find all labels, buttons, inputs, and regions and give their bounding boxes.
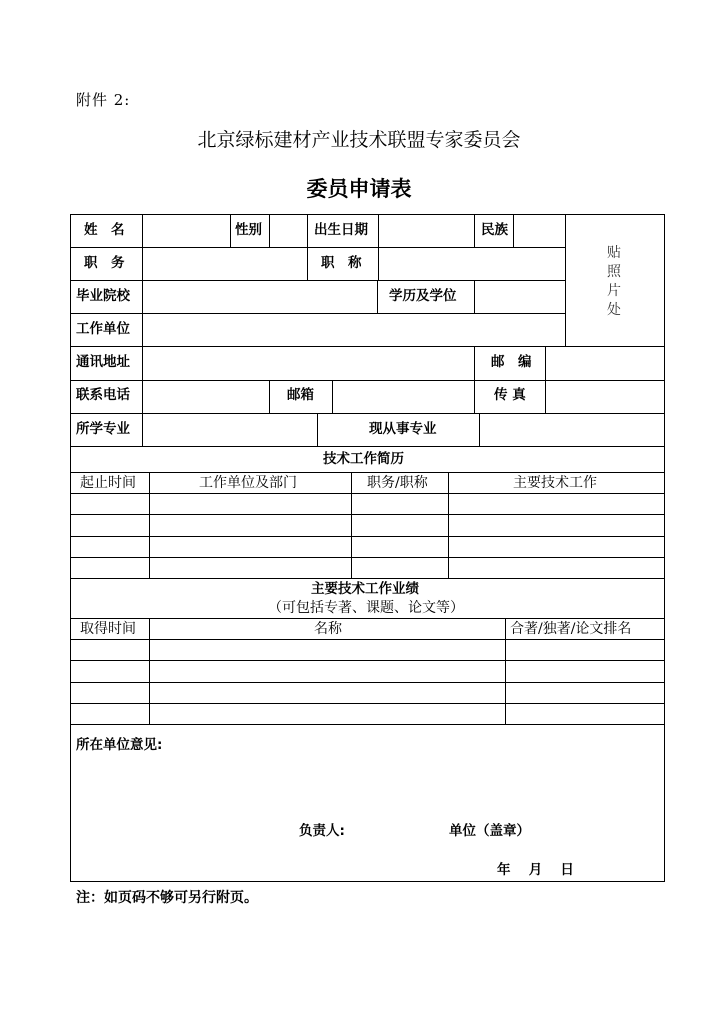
resume-col-unit: 工作单位及部门 [199,475,297,491]
photo-char: 照 [607,264,621,280]
attachment-label: 附件 2: [76,91,131,109]
table-rule-vertical [513,214,514,247]
table-rule-horizontal [70,313,565,314]
table-rule-horizontal [70,380,665,381]
table-rule-horizontal [70,578,665,579]
table-rule-vertical [269,380,270,413]
table-rule-vertical [142,346,143,446]
table-rule-horizontal [70,472,665,473]
table-rule-vertical [230,214,231,247]
photo-placeholder [599,244,629,320]
table-rule-vertical [351,472,352,578]
name-label: 姓 名 [84,222,125,238]
responsible-person-label: 负责人: [299,823,345,839]
birth-date-label: 出生日期 [314,222,368,238]
achievements-subheading: （可包括专著、课题、论文等） [268,600,464,616]
achievements-col-date: 取得时间 [80,621,136,637]
table-rule-vertical [377,280,378,313]
achievements-col-ranking: 合著/独著/论文排名 [510,621,632,637]
table-rule-horizontal [70,536,665,537]
table-rule-vertical [149,472,150,578]
table-rule-vertical [474,280,475,313]
table-rule-vertical [448,472,449,578]
resume-heading: 技术工作简历 [323,451,404,467]
table-rule-horizontal [70,682,665,683]
table-rule-vertical [378,214,379,280]
table-rule-horizontal [70,446,665,447]
table-rule-vertical [474,214,475,247]
table-rule-vertical [269,214,270,247]
ethnicity-label: 民族 [481,222,508,238]
photo-char: 处 [607,302,621,318]
form-title: 委员申请表 [306,177,412,201]
table-rule-vertical [307,214,308,280]
table-rule-horizontal [70,618,665,619]
achievements-col-name: 名称 [314,621,342,637]
email-label: 邮箱 [287,387,314,403]
table-rule-vertical [149,618,150,724]
phone-label: 联系电话 [76,387,130,403]
table-rule-vertical [474,346,475,413]
gender-label: 性别 [235,222,262,238]
resume-col-period: 起止时间 [80,475,136,491]
table-rule-horizontal [70,346,665,347]
table-rule-horizontal [70,514,665,515]
major-label: 所学专业 [76,421,130,437]
table-rule-horizontal [70,493,665,494]
table-rule-horizontal [70,660,665,661]
current-major-label: 现从事专业 [369,421,437,437]
work-unit-label: 工作单位 [76,321,130,337]
unit-seal-label: 单位（盖章） [449,823,530,839]
table-rule-horizontal [70,557,665,558]
professional-title-label: 职 称 [321,255,362,271]
table-rule-horizontal [70,247,565,248]
resume-col-work: 主要技术工作 [513,475,597,491]
position-label: 职 务 [84,255,125,271]
degree-label: 学历及学位 [389,288,457,304]
table-rule-horizontal [70,724,665,725]
date-label: 年 月 日 [497,862,574,878]
fax-label: 传 真 [494,387,526,403]
table-rule-horizontal [70,280,565,281]
footnote: 注：如页码不够可另行附页。 [76,890,258,906]
table-rule-vertical [317,413,318,446]
address-label: 通讯地址 [76,354,130,370]
graduate-school-label: 毕业院校 [76,288,130,304]
table-rule-vertical [332,380,333,413]
photo-char: 片 [607,283,621,299]
photo-char: 贴 [607,245,621,261]
table-rule-horizontal [70,413,665,414]
table-rule-vertical [479,413,480,446]
organization-title: 北京绿标建材产业技术联盟专家委员会 [197,129,521,151]
application-form-table [70,214,665,882]
postcode-label: 邮 编 [491,354,532,370]
table-rule-horizontal [70,639,665,640]
table-rule-vertical [545,346,546,413]
achievements-heading: 主要技术工作业绩 [311,581,419,597]
table-rule-horizontal [70,703,665,704]
table-rule-vertical [505,618,506,724]
unit-opinion-label: 所在单位意见: [76,737,163,753]
table-rule-vertical [565,214,566,346]
resume-col-title: 职务/职称 [367,475,428,491]
